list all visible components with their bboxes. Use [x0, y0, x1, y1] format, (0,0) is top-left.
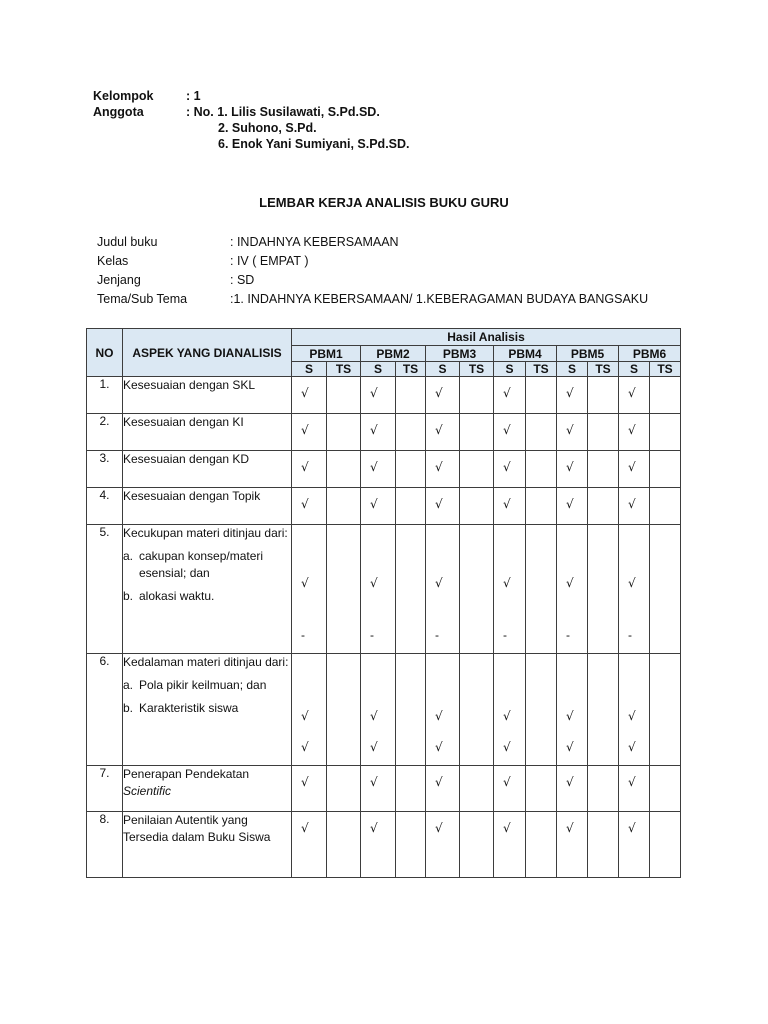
- header-s: S: [361, 362, 396, 377]
- cell-s: [292, 414, 327, 451]
- aspect-sub-item: [123, 677, 291, 694]
- check-mark: √: [628, 423, 636, 437]
- dash-mark: -: [503, 628, 507, 642]
- check-mark: √: [435, 775, 443, 789]
- table-row: [87, 766, 681, 812]
- check-mark: √: [370, 821, 378, 835]
- cell-ts: [396, 451, 426, 488]
- row-number: 3.: [87, 451, 123, 488]
- sub-item-text: cakupan konsep/materi esensial; dan: [139, 549, 264, 580]
- check-mark: √: [628, 740, 636, 754]
- cell-s: [494, 654, 526, 766]
- row-number: 7.: [87, 766, 123, 812]
- check-mark: √: [435, 386, 443, 400]
- check-mark: √: [301, 460, 309, 474]
- cell-ts: [460, 654, 494, 766]
- aspect-text: Kesesuaian dengan KI: [123, 415, 244, 429]
- cell-s: [557, 377, 588, 414]
- check-mark: √: [628, 576, 636, 590]
- check-mark: √: [370, 740, 378, 754]
- cell-s: [292, 654, 327, 766]
- aspect-text: Penerapan Pendekatan: [123, 767, 250, 781]
- cell-s: [557, 414, 588, 451]
- check-mark: √: [370, 460, 378, 474]
- check-mark: √: [370, 423, 378, 437]
- cell-ts: [588, 654, 619, 766]
- cell-ts: [588, 488, 619, 525]
- cell-s: [557, 766, 588, 812]
- cell-s: [619, 812, 650, 878]
- cell-s: [619, 488, 650, 525]
- member-1: : No. 1. Lilis Susilawati, S.Pd.SD.: [186, 105, 380, 119]
- table-row: [87, 414, 681, 451]
- row-aspect: [123, 766, 292, 812]
- info-label-tema: Tema/Sub Tema: [97, 292, 188, 306]
- cell-ts: [650, 488, 681, 525]
- check-mark: √: [566, 423, 574, 437]
- dash-mark: -: [566, 628, 570, 642]
- cell-s: [619, 414, 650, 451]
- info-value-kelas: : IV ( EMPAT ): [230, 254, 309, 268]
- cell-ts: [327, 654, 361, 766]
- cell-s: [292, 525, 327, 654]
- row-aspect: [123, 451, 292, 488]
- cell-ts: [396, 377, 426, 414]
- cell-s: [292, 812, 327, 878]
- row-aspect: [123, 525, 292, 654]
- cell-ts: [588, 377, 619, 414]
- cell-s: [494, 812, 526, 878]
- check-mark: √: [301, 576, 309, 590]
- row-aspect: [123, 812, 292, 878]
- cell-ts: [460, 766, 494, 812]
- check-mark: √: [503, 576, 511, 590]
- check-mark: √: [628, 460, 636, 474]
- check-mark: √: [503, 460, 511, 474]
- cell-ts: [396, 414, 426, 451]
- aspect-text: Kesesuaian dengan Topik: [123, 489, 261, 503]
- cell-ts: [396, 525, 426, 654]
- header-ts: TS: [327, 362, 361, 377]
- cell-s: [361, 377, 396, 414]
- cell-s: [619, 451, 650, 488]
- cell-s: [494, 451, 526, 488]
- cell-ts: [460, 812, 494, 878]
- cell-s: [426, 451, 460, 488]
- cell-ts: [588, 766, 619, 812]
- check-mark: √: [435, 497, 443, 511]
- info-value-judul: : INDAHNYA KEBERSAMAAN: [230, 235, 399, 249]
- page-title: LEMBAR KERJA ANALISIS BUKU GURU: [259, 195, 509, 210]
- row-number: 8.: [87, 812, 123, 878]
- sub-item-text: Karakteristik siswa: [139, 701, 239, 715]
- check-mark: √: [566, 460, 574, 474]
- header-pbm6: PBM6: [619, 346, 681, 362]
- row-aspect: [123, 488, 292, 525]
- member-2: 2. Suhono, S.Pd.: [218, 121, 317, 135]
- aspect-text: Kedalaman materi ditinjau dari:: [123, 655, 289, 669]
- info-value-tema: :1. INDAHNYA KEBERSAMAAN/ 1.KEBERAGAMAN BUDAYA BANGSAKU: [230, 292, 649, 306]
- aspect-text: Penilaian Autentik yang Tersedia dalam Buku Siswa: [123, 813, 271, 844]
- cell-ts: [327, 451, 361, 488]
- cell-s: [292, 766, 327, 812]
- aspect-sub-item: [123, 548, 291, 582]
- cell-ts: [650, 766, 681, 812]
- cell-s: [426, 414, 460, 451]
- check-mark: √: [628, 709, 636, 723]
- check-mark: √: [503, 821, 511, 835]
- check-mark: √: [566, 775, 574, 789]
- aspect-text: Kesesuaian dengan KD: [123, 452, 250, 466]
- anggota-label: Anggota: [93, 105, 144, 119]
- dash-mark: -: [435, 628, 439, 642]
- check-mark: √: [435, 460, 443, 474]
- aspect-sub-item: [123, 700, 291, 717]
- aspect-text: Kesesuaian dengan SKL: [123, 378, 256, 392]
- cell-s: [426, 766, 460, 812]
- header-pbm1: PBM1: [292, 346, 361, 362]
- cell-s: [619, 377, 650, 414]
- header-ts: TS: [588, 362, 619, 377]
- cell-ts: [396, 812, 426, 878]
- cell-s: [494, 488, 526, 525]
- table-row: [87, 488, 681, 525]
- check-mark: √: [370, 775, 378, 789]
- table-row: [87, 525, 681, 654]
- info-value-jenjang: : SD: [230, 273, 255, 287]
- row-number: 4.: [87, 488, 123, 525]
- header-pbm4: PBM4: [494, 346, 557, 362]
- cell-ts: [650, 451, 681, 488]
- check-mark: √: [301, 821, 309, 835]
- cell-ts: [327, 766, 361, 812]
- cell-s: [426, 377, 460, 414]
- cell-s: [361, 812, 396, 878]
- member-3: 6. Enok Yani Sumiyani, S.Pd.SD.: [218, 137, 410, 151]
- cell-ts: [526, 451, 557, 488]
- header-s: S: [494, 362, 526, 377]
- cell-ts: [588, 451, 619, 488]
- cell-s: [557, 488, 588, 525]
- header-pbm3: PBM3: [426, 346, 494, 362]
- check-mark: √: [628, 821, 636, 835]
- table-row: [87, 451, 681, 488]
- cell-ts: [526, 488, 557, 525]
- cell-s: [361, 488, 396, 525]
- header-pbm5: PBM5: [557, 346, 619, 362]
- cell-ts: [526, 525, 557, 654]
- header-s: S: [619, 362, 650, 377]
- cell-ts: [650, 525, 681, 654]
- aspect-text: Kecukupan materi ditinjau dari:: [123, 526, 288, 540]
- row-number: 5.: [87, 525, 123, 654]
- check-mark: √: [370, 497, 378, 511]
- check-mark: √: [435, 821, 443, 835]
- cell-s: [292, 377, 327, 414]
- check-mark: √: [566, 576, 574, 590]
- check-mark: √: [301, 709, 309, 723]
- cell-s: [361, 414, 396, 451]
- cell-s: [426, 488, 460, 525]
- cell-ts: [396, 488, 426, 525]
- sub-item-text: Pola pikir keilmuan; dan: [139, 678, 267, 692]
- header-ts: TS: [460, 362, 494, 377]
- cell-ts: [526, 377, 557, 414]
- dash-mark: -: [301, 628, 305, 642]
- check-mark: √: [566, 497, 574, 511]
- sub-item-letter: a.: [123, 549, 134, 563]
- check-mark: √: [301, 497, 309, 511]
- row-number: 1.: [87, 377, 123, 414]
- check-mark: √: [566, 386, 574, 400]
- check-mark: √: [503, 740, 511, 754]
- cell-s: [426, 812, 460, 878]
- info-label-judul: Judul buku: [97, 235, 158, 249]
- check-mark: √: [301, 423, 309, 437]
- check-mark: √: [435, 740, 443, 754]
- cell-s: [361, 766, 396, 812]
- cell-ts: [327, 414, 361, 451]
- cell-ts: [526, 766, 557, 812]
- cell-ts: [650, 812, 681, 878]
- cell-s: [426, 654, 460, 766]
- cell-s: [494, 414, 526, 451]
- info-label-jenjang: Jenjang: [97, 273, 141, 287]
- header-ts: TS: [396, 362, 426, 377]
- cell-s: [557, 525, 588, 654]
- row-aspect: [123, 377, 292, 414]
- cell-s: [619, 654, 650, 766]
- check-mark: √: [503, 497, 511, 511]
- cell-ts: [460, 488, 494, 525]
- cell-s: [292, 451, 327, 488]
- header-s: S: [292, 362, 327, 377]
- cell-s: [557, 812, 588, 878]
- table-row: [87, 812, 681, 878]
- sub-item-text: alokasi waktu.: [139, 589, 215, 603]
- check-mark: √: [370, 709, 378, 723]
- row-aspect: [123, 654, 292, 766]
- cell-ts: [327, 488, 361, 525]
- row-aspect: [123, 414, 292, 451]
- info-label-kelas: Kelas: [97, 254, 129, 268]
- row-number: 2.: [87, 414, 123, 451]
- check-mark: √: [628, 497, 636, 511]
- header-no: NO: [87, 329, 123, 377]
- header-aspect: ASPEK YANG DIANALISIS: [123, 329, 292, 377]
- sub-item-letter: b.: [123, 701, 134, 715]
- cell-ts: [460, 451, 494, 488]
- cell-s: [557, 654, 588, 766]
- cell-ts: [650, 414, 681, 451]
- table-row: [87, 654, 681, 766]
- cell-ts: [588, 525, 619, 654]
- cell-ts: [650, 377, 681, 414]
- sub-item-letter: a.: [123, 678, 134, 692]
- kelompok-value: : 1: [186, 89, 201, 103]
- cell-s: [426, 525, 460, 654]
- cell-ts: [327, 377, 361, 414]
- cell-ts: [396, 766, 426, 812]
- check-mark: √: [301, 740, 309, 754]
- aspect-italic-text: Scientific: [123, 784, 172, 798]
- check-mark: √: [370, 386, 378, 400]
- check-mark: √: [503, 423, 511, 437]
- check-mark: √: [628, 386, 636, 400]
- header-s: S: [557, 362, 588, 377]
- check-mark: √: [566, 740, 574, 754]
- row-number: 6.: [87, 654, 123, 766]
- cell-ts: [460, 414, 494, 451]
- check-mark: √: [370, 576, 378, 590]
- check-mark: √: [301, 775, 309, 789]
- cell-ts: [327, 525, 361, 654]
- check-mark: √: [628, 775, 636, 789]
- cell-s: [619, 525, 650, 654]
- cell-s: [361, 525, 396, 654]
- aspect-sub-item: [123, 588, 291, 605]
- cell-s: [619, 766, 650, 812]
- analysis-table: [86, 328, 681, 878]
- kelompok-label: Kelompok: [93, 89, 154, 103]
- dash-mark: -: [628, 628, 632, 642]
- check-mark: √: [503, 709, 511, 723]
- cell-ts: [588, 812, 619, 878]
- check-mark: √: [503, 386, 511, 400]
- header-ts: TS: [650, 362, 681, 377]
- check-mark: √: [503, 775, 511, 789]
- cell-s: [494, 766, 526, 812]
- sub-item-letter: b.: [123, 589, 134, 603]
- cell-ts: [526, 654, 557, 766]
- header-pbm2: PBM2: [361, 346, 426, 362]
- check-mark: √: [566, 709, 574, 723]
- cell-s: [494, 525, 526, 654]
- header-s: S: [426, 362, 460, 377]
- cell-ts: [588, 414, 619, 451]
- check-mark: √: [435, 423, 443, 437]
- cell-s: [557, 451, 588, 488]
- cell-s: [292, 488, 327, 525]
- check-mark: √: [435, 709, 443, 723]
- cell-ts: [327, 812, 361, 878]
- check-mark: √: [566, 821, 574, 835]
- header-hasil-analisis: Hasil Analisis: [292, 329, 681, 346]
- cell-ts: [460, 377, 494, 414]
- cell-s: [361, 451, 396, 488]
- cell-ts: [396, 654, 426, 766]
- cell-s: [494, 377, 526, 414]
- cell-ts: [526, 414, 557, 451]
- table-row: [87, 377, 681, 414]
- header-ts: TS: [526, 362, 557, 377]
- cell-ts: [460, 525, 494, 654]
- cell-ts: [526, 812, 557, 878]
- cell-s: [361, 654, 396, 766]
- dash-mark: -: [370, 628, 374, 642]
- check-mark: √: [301, 386, 309, 400]
- cell-ts: [650, 654, 681, 766]
- check-mark: √: [435, 576, 443, 590]
